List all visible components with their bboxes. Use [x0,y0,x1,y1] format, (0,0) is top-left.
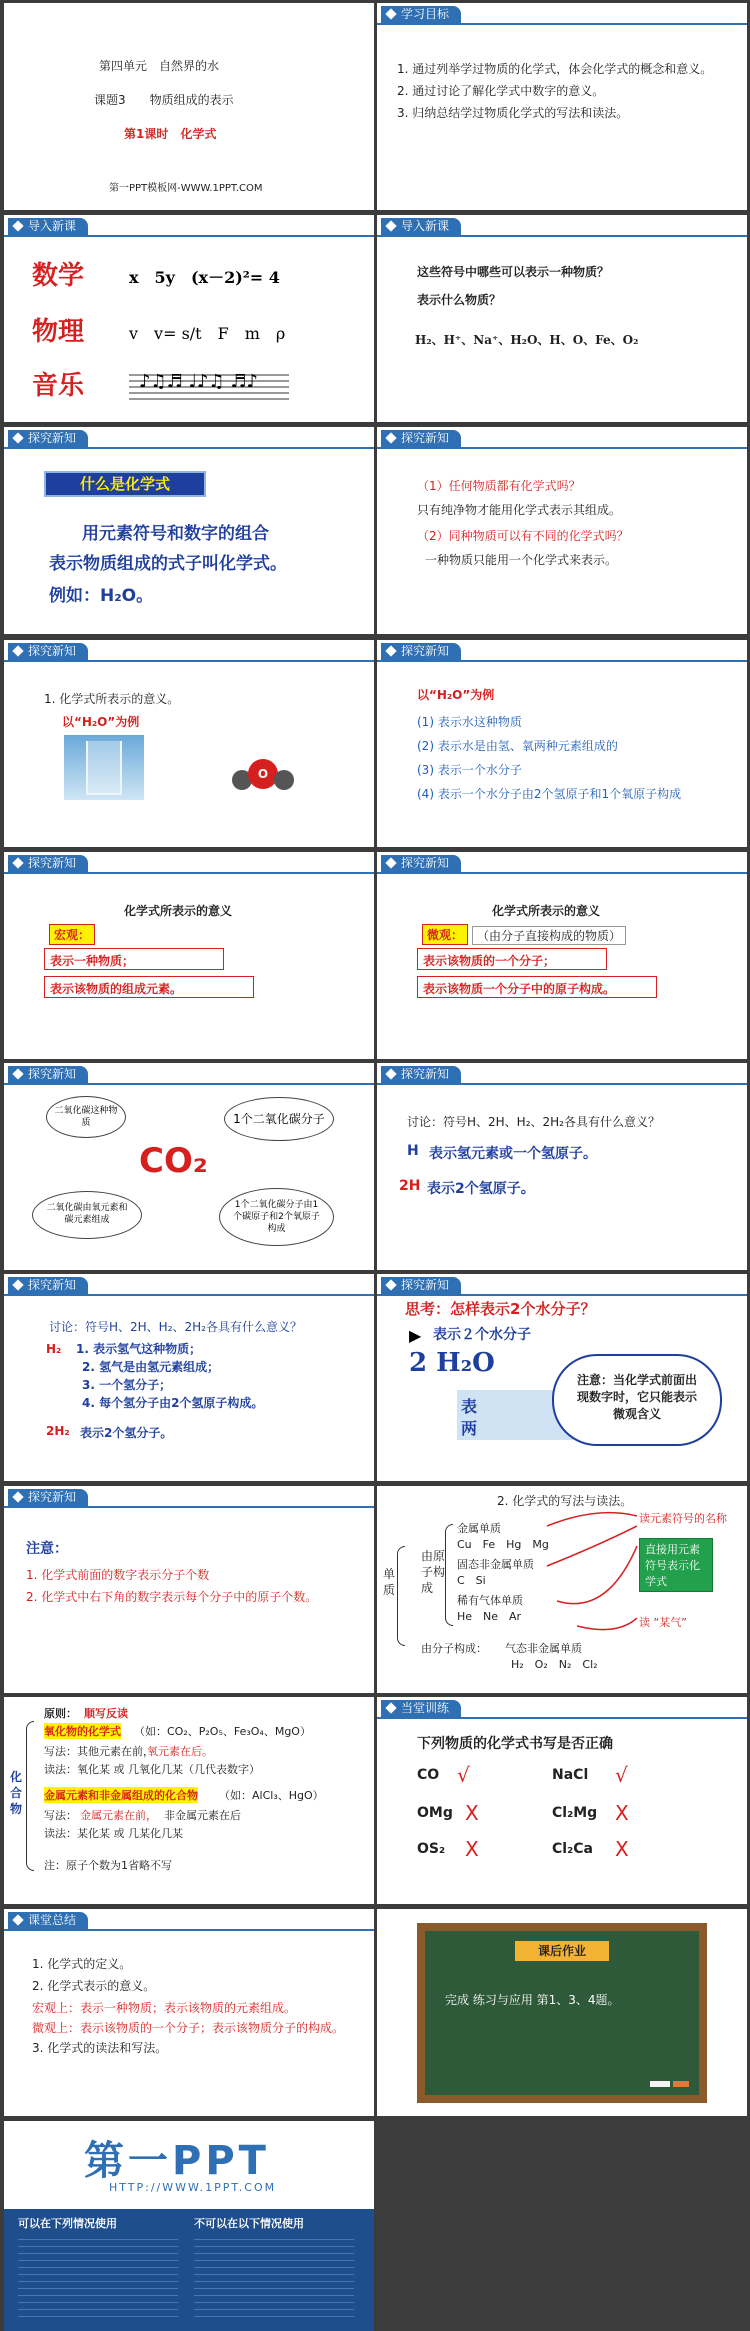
allowed-title: 可以在下列情况使用 [18,2217,117,2230]
slide-practice [377,1697,747,1904]
question-2: 表示什么物质？ [417,293,502,307]
objective-item: 3. 归纳总结学过物质化学式的写法和读法。 [397,106,629,120]
summary-item: 宏观上：表示一种物质；表示该物质的元素组成。 [32,2001,297,2015]
slide-h2o-meanings [377,640,747,847]
header-tab: 探究新知 [8,855,88,872]
partial-text-2: 两 [461,1419,478,1438]
header-tab: 导入新课 [8,218,88,235]
slide-header [4,215,374,237]
header-tab: 课堂总结 [8,1912,88,1929]
micro-line-2: 表示该物质一个分子中的原子构成。 [423,982,616,996]
ppt-url: HTTP://WWW.1PPT.COM [109,2181,277,2194]
footer-text: 第一PPT模板网-WWW.1PPT.COM [109,183,263,194]
oxide-heading: 氧化物的化学式 [44,1725,121,1738]
two-water-answer: 表示２个水分子 [433,1327,531,1343]
slide-macro [4,852,374,1059]
homework-text: 完成 练习与应用 第1、3、4题。 [445,1993,620,2007]
compound-side: 化合物 [10,1770,23,1816]
symbol-2h2-meaning: 表示2个氢分子。 [80,1426,173,1440]
music-staff-image [129,367,289,403]
header-tab: 探究新知 [8,643,88,660]
homework-tag: 课后作业 [515,1941,609,1961]
metal-nonmetal-examples: （如：AlCl₃、HgO） [219,1789,324,1802]
slide-header [377,640,747,662]
question-1: （1）任何物质都有化学式吗？ [417,479,581,493]
macro-tag: 宏观： [49,924,95,945]
slide-title [4,3,374,210]
header-tab: 探究新知 [381,855,461,872]
slide-element-writing [377,1486,747,1693]
slide-h2-discussion [4,1274,374,1481]
discussion-question: 讨论：符号H、2H、H₂、2H₂各具有什么意义？ [407,1115,660,1129]
micro-tag: 微观： [422,924,468,945]
noble-gas: 稀有气体单质 [457,1594,523,1607]
slide-intro-symbols [4,215,374,422]
usage-panel [4,2209,374,2331]
metal-elements: 金属单质 [457,1522,501,1535]
header-tab: 探究新知 [8,1489,88,1506]
slide-header [377,1063,747,1085]
h2-meaning: 4. 每个氢分子由2个氢原子构成。 [82,1396,264,1410]
note-cloud [552,1354,722,1446]
think-question: 思考：怎样表示2个水分子？ [405,1300,596,1318]
direct-symbol-note: 直接用元素符号表示化学式 [639,1538,713,1592]
slide-homework [377,1909,747,2116]
elemental-root: 单质 [383,1567,396,1597]
cloud-atoms: 1个二氧化碳分子由1个碳原子和2个氧原子构成 [219,1188,334,1246]
definition-example: 例如：H₂O。 [49,586,154,606]
micro-line-1: 表示该物质的一个分子； [423,954,556,968]
h2-meaning: 2. 氢气是由氢元素组成； [82,1360,220,1374]
mn-reading: 读法：某化某 或 几某化几某 [44,1827,183,1840]
compound-note: 注：原子个数为1省略不写 [44,1859,172,1872]
slide-questions [377,427,747,634]
oxide-writing: 写法：其他元素在前， [44,1745,154,1758]
note-text: 注意：当化学式前面出现数字时，它只能表示微观含义 [576,1373,697,1421]
slide-header [377,3,747,25]
h2o-meaning: (4) 表示一个水分子由2个氢原子和1个氧原子构成 [417,787,682,801]
practice-formula: OMg [417,1805,453,1821]
period-title: 第1课时 化学式 [124,127,217,141]
principle-value: 顺写反读 [84,1707,128,1720]
slide-notes [4,1486,374,1693]
answer-1: 只有纯净物才能用化学式表示其组成。 [417,503,622,517]
symbol-h2: H₂ [46,1342,62,1356]
slide-micro [377,852,747,1059]
h2o-meaning: (2) 表示水是由氢、氧两种元素组成的 [417,739,618,753]
slide-header [377,852,747,874]
practice-formula: Cl₂Mg [552,1805,598,1821]
symbol-2h-meaning: 表示2个氢原子。 [427,1181,535,1197]
notes-title: 注意： [26,1541,68,1557]
subject-music: 音乐 [32,371,85,401]
slide-two-water [377,1274,747,1481]
slide-header [377,1697,747,1719]
slide-header [4,1486,374,1508]
arrows-icon [537,1506,647,1656]
meaning-title: 化学式所表示的意义 [492,904,601,918]
h2-meaning: 3. 一个氢分子； [82,1378,172,1392]
symbol-2h: 2H [399,1178,421,1194]
group-molecules: 由分子构成： [421,1642,487,1655]
ppt-logo: 第一PPT [84,2138,270,2184]
objective-item: 2. 通过讨论了解化学式中数字的意义。 [397,84,605,98]
slide-intro-question [377,215,747,422]
water-glass-image [64,735,144,800]
slide-header [4,1909,374,1931]
header-tab: 探究新知 [8,1277,88,1294]
water-molecule-image [232,755,312,795]
slide-meaning-intro [4,640,374,847]
h2o-title: 以“H₂O”为例 [417,688,495,702]
h2o-meaning: (1) 表示水这种物质 [417,715,522,729]
answer-2: 一种物质只能用一个化学式来表示。 [425,553,618,567]
unit-title: 第四单元 自然界的水 [99,59,220,73]
oxide-reading: 读法：氧化某 或 几氧化几某（几代表数字） [44,1763,260,1776]
oxide-writing-o: 氧元素在后。 [147,1745,213,1758]
slide-header [377,1274,747,1296]
partial-text-1: 表 [461,1397,478,1416]
h2-meaning: 1. 表示氢气这种物质； [76,1342,202,1356]
practice-title: 下列物质的化学式书写是否正确 [417,1736,613,1752]
cross-icon: X [465,1837,479,1861]
check-icon: √ [457,1763,470,1787]
h2o-meaning: (3) 表示一个水分子 [417,763,522,777]
question-1: 这些符号中哪些可以表示一种物质？ [417,265,610,279]
slide-summary [4,1909,374,2116]
metal-nonmetal-heading: 金属元素和非金属组成的化合物 [44,1789,198,1802]
oxide-examples: （如：CO₂、P₂O₅、Fe₃O₄、MgO） [134,1725,311,1738]
physics-content: v v= s/t F m ρ [129,324,286,343]
practice-formula: NaCl [552,1767,589,1783]
cross-icon: X [465,1801,479,1825]
header-tab: 探究新知 [381,1066,461,1083]
symbol-h: H [407,1143,419,1159]
summary-item: 2. 化学式表示的意义。 [32,1979,156,1993]
read-name-note: 读元素符号的名称 [639,1512,727,1525]
slide-objectives [377,3,747,210]
header-tab: 导入新课 [381,218,461,235]
gas-nonmetal: 气态非金属单质 [505,1642,582,1655]
header-tab: 学习目标 [381,6,461,23]
summary-item: 1. 化学式的定义。 [32,1957,132,1971]
header-tab: 探究新知 [8,1066,88,1083]
definition-line-1: 用元素符号和数字的组合 [82,524,269,544]
symbol-2h2: 2H₂ [46,1424,70,1438]
arrow-icon: ▶ [409,1326,422,1345]
header-tab: 探究新知 [8,430,88,447]
oxygen-atom: O [248,759,278,789]
note-item: 2. 化学式中右下角的数字表示每个分子中的原子个数。 [26,1590,318,1604]
header-tab: 探究新知 [381,643,461,660]
header-tab: 探究新知 [381,1277,461,1294]
subject-physics: 物理 [32,317,85,347]
practice-formula: CO [417,1767,440,1783]
practice-formula: OS₂ [417,1841,446,1857]
slide-header [4,852,374,874]
gas-nonmetal-examples: H₂ O₂ N₂ Cl₂ [511,1658,598,1671]
symbol-h-meaning: 表示氢元素或一个氢原子。 [429,1146,597,1162]
slide-co2 [4,1063,374,1270]
slide-header [377,215,747,237]
slide-header [377,427,747,449]
symbols-list: H₂、H⁺、Na⁺、H₂O、H、O、Fe、O₂ [415,333,639,347]
chalkboard [417,1923,707,2103]
slide-ppt-footer [4,2121,374,2331]
macro-line-1: 表示一种物质； [50,954,135,968]
cloud-molecule: 1个二氧化碳分子 [224,1097,334,1141]
principle-label: 原则： [44,1707,77,1720]
micro-note: （由分子直接构成的物质） [472,926,626,945]
example-label: 以“H₂O”为例 [62,715,140,729]
metal-examples: Cu Fe Hg Mg [457,1538,549,1551]
note-item: 1. 化学式前面的数字表示分子个数 [26,1568,210,1582]
cloud-substance: 二氧化碳这种物质 [46,1096,126,1138]
read-gas-note: 读 “某气” [639,1616,687,1629]
noble-gas-examples: He Ne Ar [457,1610,522,1623]
mn-writing-metal: 金属元素在前， [80,1809,157,1822]
meaning-text: 1. 化学式所表示的意义。 [44,692,180,706]
practice-formula: Cl₂Ca [552,1841,593,1857]
solid-nonmetal: 固态非金属单质 [457,1558,534,1571]
objective-item: 1. 通过列举学过物质的化学式，体会化学式的概念和意义。 [397,62,713,76]
mn-writing-label: 写法： [44,1809,77,1822]
meaning-title: 化学式所表示的意义 [124,904,233,918]
forbidden-title: 不可以在以下情况使用 [194,2217,304,2230]
slide-header [4,1274,374,1296]
group-atoms: 由原子构成 [421,1549,446,1595]
summary-item: 3. 化学式的读法和写法。 [32,2041,168,2055]
cross-icon: X [615,1837,629,1861]
summary-item: 微观上：表示该物质的一个分子；表示该物质分子的构成。 [32,2021,345,2035]
slide-header [4,640,374,662]
header-tab: 当堂训练 [381,1700,461,1717]
discussion-question: 讨论：符号H、2H、H₂、2H₂各具有什么意义？ [49,1320,302,1334]
co2-formula: CO₂ [139,1141,208,1181]
solid-nonmetal-examples: C Si [457,1574,486,1587]
slide-compound-writing [4,1697,374,1904]
cross-icon: X [615,1801,629,1825]
music-notes: ♪♫♬ ♩♪♫ ♬♪ [139,371,258,392]
writing-title: 2. 化学式的写法与读法。 [497,1494,633,1508]
math-content: x 5y (x－2)²= 4 [129,268,280,287]
mn-writing-nonmetal: 非金属元素在后 [164,1809,241,1822]
slide-definition [4,427,374,634]
header-tab: 探究新知 [381,430,461,447]
lesson-title: 课题3 物质组成的表示 [94,93,234,107]
question-2: （2）同种物质可以有不同的化学式吗？ [417,529,629,543]
definition-line-2: 表示物质组成的式子叫化学式。 [49,554,287,574]
cloud-elements: 二氧化碳由氧元素和碳元素组成 [32,1191,142,1239]
slide-header [4,427,374,449]
formula-2h2o: 2 H₂O [409,1348,495,1378]
subject-math: 数学 [32,261,85,291]
macro-line-2: 表示该物质的组成元素。 [50,982,183,996]
slide-header [4,1063,374,1085]
slide-h-discussion [377,1063,747,1270]
definition-title: 什么是化学式 [44,471,206,497]
check-icon: √ [615,1763,628,1787]
